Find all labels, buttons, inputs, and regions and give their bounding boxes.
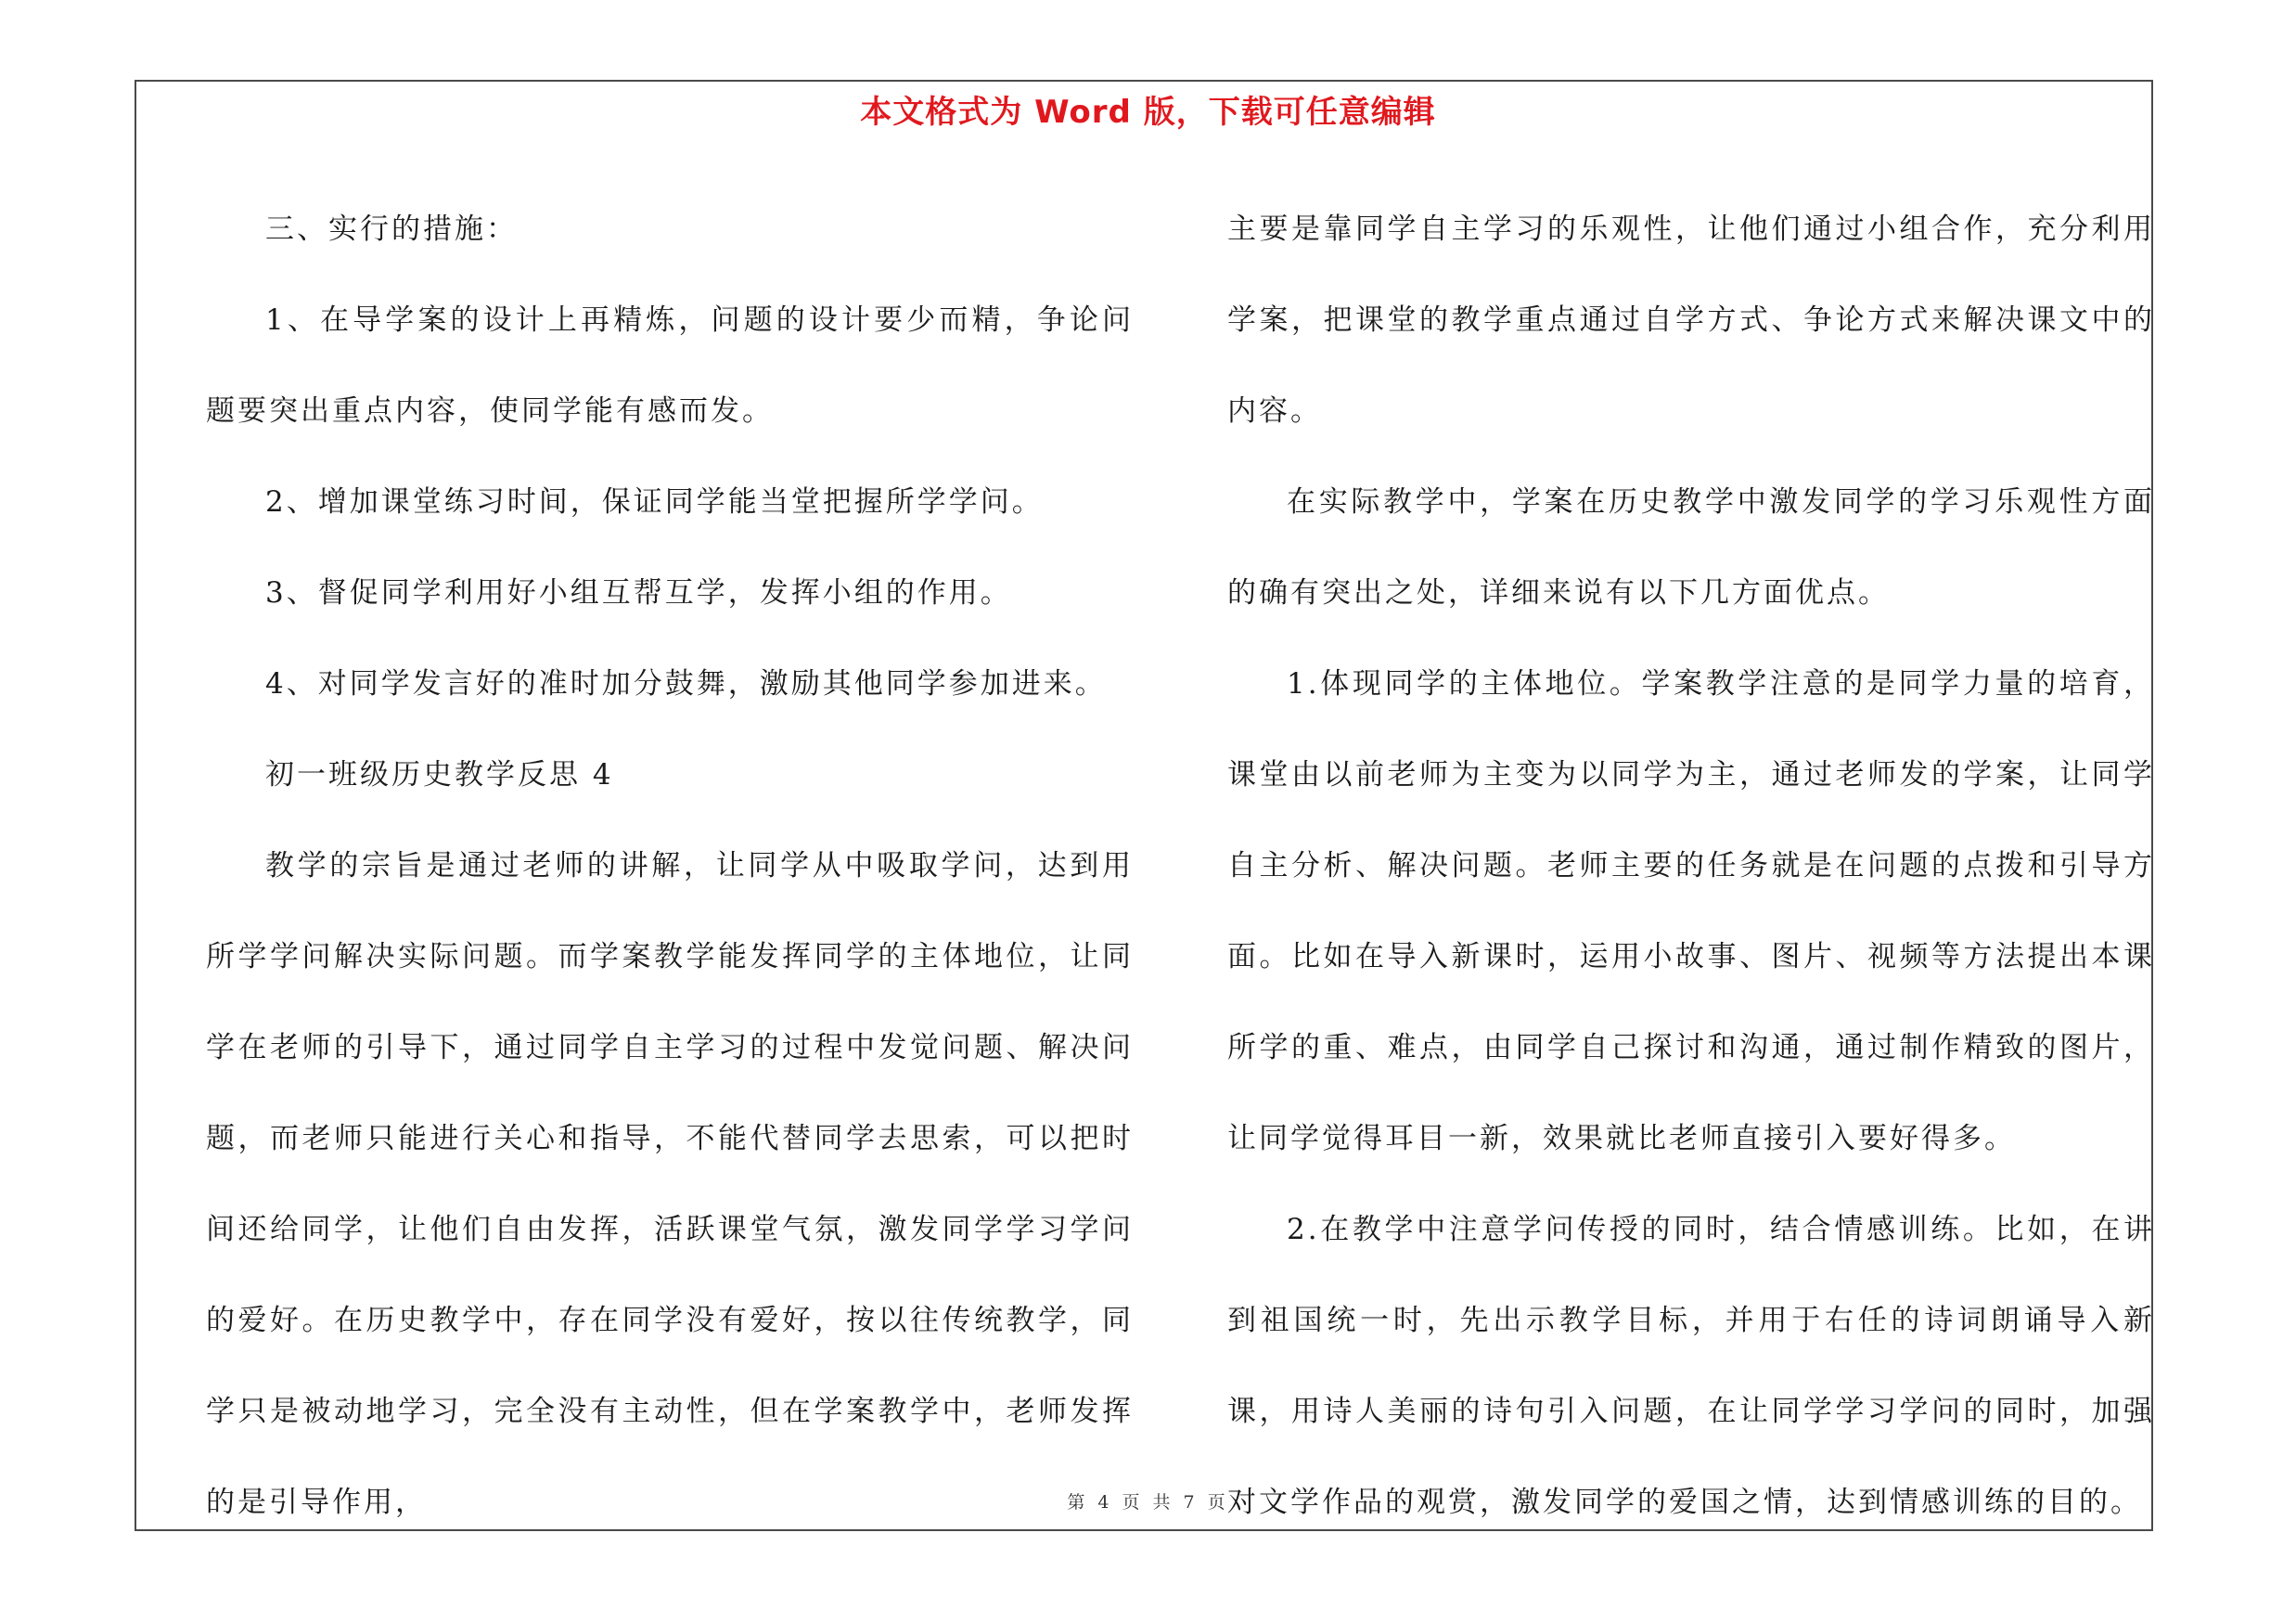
paragraph: 在实际教学中，学案在历史教学中激发同学的学习乐观性方面的确有突出之处，详细来说有以下几方面优点。: [1227, 485, 2155, 610]
paragraph-continued: 主要是靠同学自主学习的乐观性，让他们通过小组合作，充分利用学案，把课堂的教学重点通过自学方式、争论方式来解决课文中的内容。: [1227, 213, 2155, 428]
right-column: [1227, 184, 2155, 1548]
section-title: 初一班级历史教学反思 4: [265, 758, 614, 792]
section-heading: 三、实行的措施：: [265, 213, 518, 246]
left-column: [206, 184, 1134, 1548]
paragraph: 4、对同学发言好的准时加分鼓舞，激励其他同学参加进来。: [265, 667, 1107, 701]
paragraph: 3、督促同学利用好小组互帮互学，发挥小组的作用。: [265, 576, 1012, 610]
paragraph: 1.体现同学的主体地位。学案教学注意的是同学力量的培育，课堂由以前老师为主变为以同学为主，通过老师发的学案，让同学自主分析、解决问题。老师主要的任务就是在问题的点拨和引导方面。比如在导入新课时，运用小故事、图片、视频等方法提出本课所学的重、难点，由同学自己探讨和沟通，通过制作精致的图片，让同学觉得耳目一新，效果就比老师直接引入要好得多。: [1227, 667, 2155, 1155]
header-banner: 本文格式为 Word 版，下载可任意编辑: [860, 94, 1436, 131]
paragraph: 2.在教学中注意学问传授的同时，结合情感训练。比如，在讲到祖国统一时，先出示教学目标，并用于右任的诗词朗诵导入新课，用诗人美丽的诗句引入问题，在让同学学习学问的同时，加强对文学作品的观赏，激发同学的爱国之情，达到情感训练的目的。: [1227, 1213, 2155, 1519]
page-number: 第 4 页 共 7 页: [1067, 1492, 1229, 1513]
paragraph: 2、增加课堂练习时间，保证同学能当堂把握所学学问。: [265, 485, 1044, 519]
paragraph: 1、在导学案的设计上再精炼，问题的设计要少而精，争论问题要突出重点内容，使同学能有感而发。: [206, 303, 1134, 428]
paragraph: 教学的宗旨是通过老师的讲解，让同学从中吸取学问，达到用所学学问解决实际问题。而学案教学能发挥同学的主体地位，让同学在老师的引导下，通过同学自主学习的过程中发觉问题、解决问题，而老师只能进行关心和指导，不能代替同学去思索，可以把时间还给同学，让他们自由发挥，活跃课堂气氛，激发同学学习学问的爱好。在历史教学中，存在同学没有爱好，按以往传统教学，同学只是被动地学习，完全没有主动性，但在学案教学中，老师发挥的是引导作用，: [206, 849, 1134, 1519]
